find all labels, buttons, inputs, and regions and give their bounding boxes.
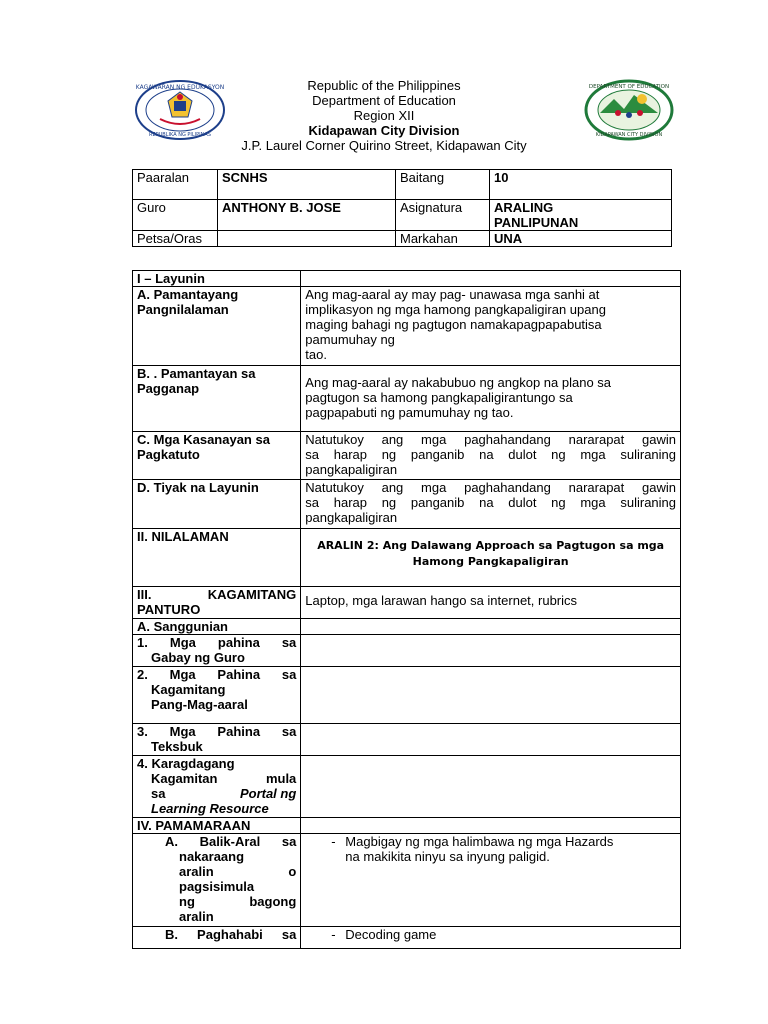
sanggunian-empty-cell (301, 619, 681, 635)
letterhead (0, 78, 768, 153)
r2-r4: pamumuhay ng (305, 332, 395, 347)
sanggunian-label: A. Sanggunian (133, 619, 301, 635)
pamantayan-sa-pagganap-text (301, 366, 681, 432)
petsa-label: Petsa/Oras (133, 231, 218, 247)
r4-r1: Natutukoy ang mga paghahandang nararapat gawin (305, 432, 676, 447)
r5-r2: sa harap ng panganib na dulot ng mga suliraning (305, 495, 676, 510)
pamamaraan-empty-cell (301, 818, 681, 834)
karagdagang-kagamitan-empty-cell (301, 756, 681, 818)
gabay-ng-guro-empty-cell (301, 635, 681, 667)
svg-text:REPUBLIKA NG PILIPINAS: REPUBLIKA NG PILIPINAS (149, 132, 211, 138)
lesson-plan-table (132, 270, 681, 949)
r4-l1: C. Mga Kasanayan sa (137, 432, 270, 447)
petsa-value (218, 231, 396, 247)
baitang-label: Baitang (396, 170, 490, 200)
markahan-label: Markahan (396, 231, 490, 247)
r2-r2: implikasyon ng mga hamong pangkapaligiran upang (305, 302, 606, 317)
r12-l1: 4. Karagdagang (137, 756, 235, 771)
r2-r3: maging bahagi ng pagtugon namakapagpapabutisa (305, 317, 602, 332)
r3-l1: B. . Pamantayan sa (137, 366, 256, 381)
r14-l6: aralin (179, 909, 214, 924)
r14-dash: - (331, 834, 336, 849)
r2-r5: tao. (305, 347, 327, 362)
kagamitang-pang-mag-aaral-label (133, 667, 301, 724)
teksbuk-label (133, 724, 301, 756)
asignatura-label: Asignatura (396, 200, 490, 231)
svg-text:KAGAWARAN NG EDUKASYON: KAGAWARAN NG EDUKASYON (135, 84, 225, 91)
r14-r1: Magbigay ng mga halimbawa ng mga Hazards (345, 834, 614, 849)
r4-r3: pangkapaligiran (305, 462, 398, 477)
r15-l1: B. Paghahabi sa (165, 927, 297, 942)
kagamitang-panturo-text: Laptop, mga larawan hango sa internet, rubrics (301, 587, 681, 619)
r12-l3b: Portal ng (239, 786, 297, 801)
r2-l2: Pangnilalaman (137, 302, 229, 317)
r14-l4: pagsisimula (179, 879, 255, 894)
tiyak-na-layunin-text (301, 480, 681, 529)
pamantayan-sa-pagganap-label (133, 366, 301, 432)
division-line: Kidapawan City Division (308, 123, 460, 138)
r7-l1: III. KAGAMITANG (137, 587, 297, 602)
region-line: Region XII (353, 108, 415, 123)
r7-l2: PANTURO (137, 602, 201, 617)
r3-r1: Ang mag-aaral ay nakabubuo ng angkop na plano sa (305, 375, 612, 390)
info-table (132, 169, 672, 247)
karagdagang-kagamitan-label (133, 756, 301, 818)
r10-l1: 2. Mga Pahina sa (137, 667, 297, 682)
r6-r2: Hamong Pangkapaligiran (412, 555, 569, 568)
paaralan-label: Paaralan (133, 170, 218, 200)
r10-l2: Kagamitang (151, 682, 226, 697)
r9-l2: Gabay ng Guro (151, 650, 245, 665)
svg-text:DEPARTMENT OF EDUCATION: DEPARTMENT OF EDUCATION (588, 84, 670, 90)
r14-r2: na makikita ninyu sa inyung paligid. (345, 849, 550, 864)
r5-r1: Natutukoy ang mga paghahandang nararapat gawin (305, 480, 676, 495)
guro-value: ANTHONY B. JOSE (218, 200, 396, 231)
r12-l3 (137, 786, 296, 801)
asignatura-value-line2: PANLIPUNAN (494, 215, 579, 230)
r15-r1: Decoding game (345, 927, 437, 942)
department-line: Department of Education (312, 93, 456, 108)
pamantayang-pangnilalaman-text (301, 287, 681, 366)
r12-l2: Kagamitan mula (151, 771, 297, 786)
kagamitang-pang-mag-aaral-empty-cell (301, 667, 681, 724)
r2-l1: A. Pamantayang (137, 287, 239, 302)
teksbuk-empty-cell (301, 724, 681, 756)
layunin-empty-cell (301, 271, 681, 287)
r11-l2: Teksbuk (151, 739, 203, 754)
r14-l3: aralin o (179, 864, 297, 879)
r14-l2: nakaraang (179, 849, 245, 864)
r4-r2: sa harap ng panganib na dulot ng mga suliraning (305, 447, 676, 462)
asignatura-value (490, 200, 672, 231)
r4-l2: Pagkatuto (137, 447, 200, 462)
balik-aral-text (301, 834, 681, 927)
kasanayan-sa-pagkatuto-label (133, 432, 301, 480)
r12-l3a: sa (151, 786, 166, 801)
paghahabi-label (133, 927, 301, 949)
nilalaman-text (301, 529, 681, 587)
tiyak-na-layunin-label: D. Tiyak na Layunin (133, 480, 301, 529)
address-line: J.P. Laurel Corner Quirino Street, Kidapawan City (241, 138, 527, 153)
r15-dash: - (331, 927, 336, 942)
republic-line: Republic of the Philippines (307, 78, 461, 93)
r10-l3: Pang-Mag-aaral (151, 697, 248, 712)
kasanayan-sa-pagkatuto-text (301, 432, 681, 480)
layunin-heading: I – Layunin (133, 271, 301, 287)
svg-text:KIDAPAWAN CITY DIVISION: KIDAPAWAN CITY DIVISION (595, 132, 663, 138)
r6-r1: ARALIN 2: Ang Dalawang Approach sa Pagtugon sa mga (317, 539, 665, 552)
r12-l4: Learning Resource (151, 801, 269, 816)
nilalaman-label: II. NILALAMAN (133, 529, 301, 587)
r2-r1: Ang mag-aaral ay may pag- unawasa mga sanhi at (305, 287, 600, 302)
r14-l5: ng bagong (179, 894, 297, 909)
kagamitang-panturo-label (133, 587, 301, 619)
r5-r3: pangkapaligiran (305, 510, 398, 525)
r9-l1: 1. Mga pahina sa (137, 635, 297, 650)
paaralan-value: SCNHS (218, 170, 396, 200)
baitang-value: 10 (490, 170, 672, 200)
gabay-ng-guro-label (133, 635, 301, 667)
r14-l1: A. Balik-Aral sa (165, 834, 297, 849)
r3-r3: pagpapabuti ng pamumuhay ng tao. (305, 405, 514, 420)
balik-aral-label (133, 834, 301, 927)
pamamaraan-label: IV. PAMAMARAAN (133, 818, 301, 834)
r3-r2: pagtugon sa hamong pangkapaligirantungo sa (305, 390, 573, 405)
pamantayang-pangnilalaman-label (133, 287, 301, 366)
r3-l2: Pagganap (137, 381, 200, 396)
r11-l1: 3. Mga Pahina sa (137, 724, 297, 739)
markahan-value: UNA (490, 231, 672, 247)
asignatura-value-line1: ARALING (494, 200, 554, 215)
paghahabi-text (301, 927, 681, 949)
guro-label: Guro (133, 200, 218, 231)
